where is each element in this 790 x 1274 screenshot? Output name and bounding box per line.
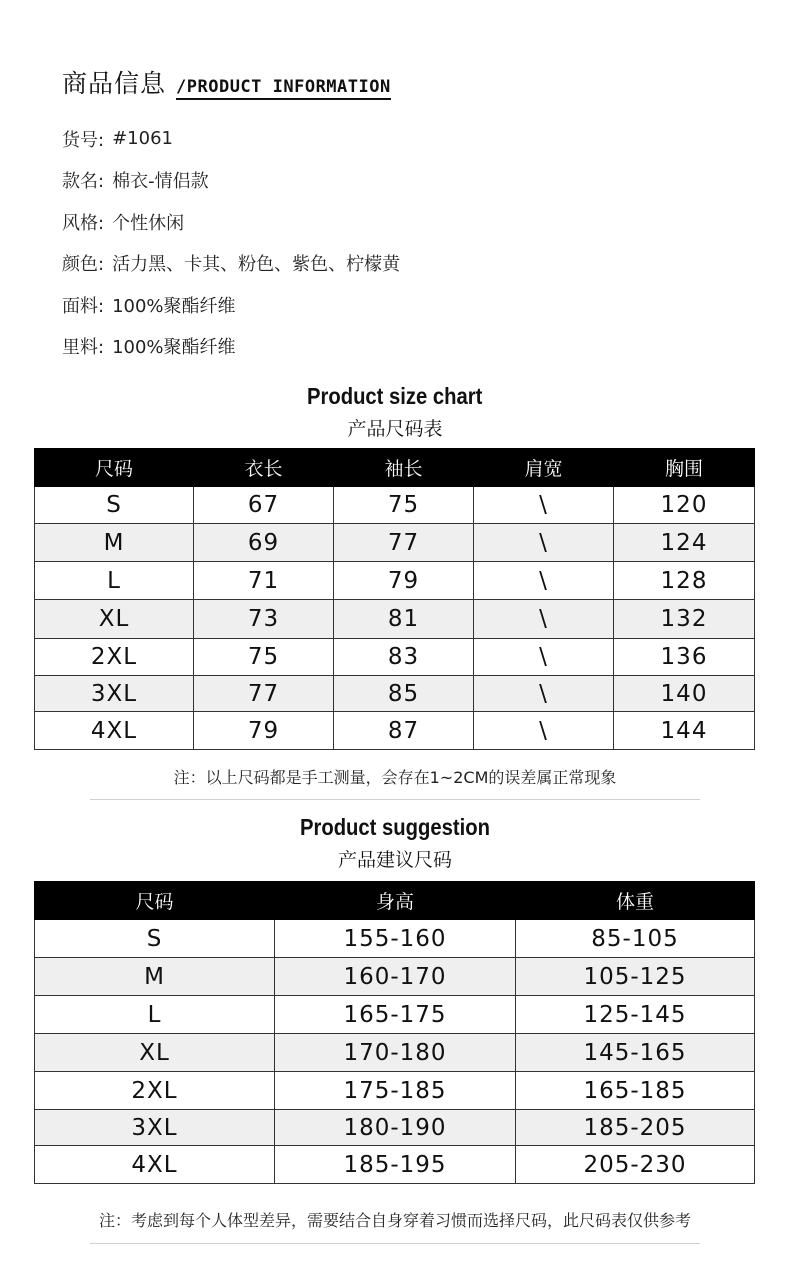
table-row xyxy=(35,639,755,676)
table-header-row xyxy=(35,449,755,487)
table-cell: 155-160 xyxy=(275,920,516,958)
table-cell: 185-205 xyxy=(516,1110,755,1146)
info-value: 个性休闲 xyxy=(112,212,185,234)
info-value: 棉衣-情侣款 xyxy=(112,171,209,193)
table-cell: 160-170 xyxy=(275,958,516,996)
table-row xyxy=(35,487,755,524)
table-cell: 125-145 xyxy=(516,996,755,1034)
table-cell: 79 xyxy=(334,562,474,600)
table-cell: 87 xyxy=(334,712,474,750)
table-cell: 77 xyxy=(194,676,334,712)
column-header: 体重 xyxy=(516,882,755,920)
table-cell: 2XL xyxy=(35,1072,275,1110)
table-cell: S xyxy=(35,920,275,958)
table-row xyxy=(35,676,755,712)
table-cell: 205-230 xyxy=(516,1146,755,1184)
table-cell: 128 xyxy=(614,562,755,600)
info-label: 颜色: xyxy=(62,254,105,276)
table-cell: 185-195 xyxy=(275,1146,516,1184)
table-cell: M xyxy=(35,958,275,996)
table-cell: 85-105 xyxy=(516,920,755,958)
table-cell: 144 xyxy=(614,712,755,750)
info-label: 里料: xyxy=(62,337,105,359)
product-info-title-en: /PRODUCT INFORMATION xyxy=(176,77,391,100)
info-value: #1061 xyxy=(112,128,173,150)
column-header: 衣长 xyxy=(194,449,334,487)
suggestion-note: 注：考虑到每个人体型差异，需要结合自身穿着习惯而选择尺码，此尺码表仅供参考 xyxy=(98,1211,691,1230)
table-cell: L xyxy=(35,562,194,600)
table-cell: 83 xyxy=(334,639,474,676)
table-cell: 3XL xyxy=(35,1110,275,1146)
table-cell: 140 xyxy=(614,676,755,712)
table-cell: 132 xyxy=(614,600,755,639)
product-info-title-zh: 商品信息 xyxy=(62,69,167,98)
table-cell: \ xyxy=(474,524,614,562)
info-label: 款名: xyxy=(62,171,105,193)
info-value: 100%聚酯纤维 xyxy=(112,337,236,359)
suggestion-title-zh: 产品建议尺码 xyxy=(337,849,452,871)
table-cell: 67 xyxy=(194,487,334,524)
table-cell: 180-190 xyxy=(275,1110,516,1146)
table-row xyxy=(35,1110,755,1146)
table-cell: \ xyxy=(474,600,614,639)
table-cell: 105-125 xyxy=(516,958,755,996)
info-row-lining xyxy=(62,326,400,368)
table-row xyxy=(35,920,755,958)
column-header: 尺码 xyxy=(35,882,275,920)
info-value: 100%聚酯纤维 xyxy=(112,295,236,317)
column-header: 胸围 xyxy=(614,449,755,487)
table-cell: 124 xyxy=(614,524,755,562)
table-cell: XL xyxy=(35,1034,275,1072)
table-row xyxy=(35,712,755,750)
table-cell: M xyxy=(35,524,194,562)
size-chart-heading xyxy=(0,383,790,441)
table-cell: 77 xyxy=(334,524,474,562)
table-row xyxy=(35,996,755,1034)
table-cell: 69 xyxy=(194,524,334,562)
info-row-item-no xyxy=(62,118,400,160)
info-value: 活力黑、卡其、粉色、紫色、柠檬黄 xyxy=(112,254,401,276)
table-cell: \ xyxy=(474,562,614,600)
table-cell: 2XL xyxy=(35,639,194,676)
table-cell: 79 xyxy=(194,712,334,750)
info-row-style xyxy=(62,201,400,243)
info-label: 面料: xyxy=(62,295,105,317)
info-row-colors xyxy=(62,243,400,285)
table-header-row xyxy=(35,882,755,920)
size-chart-note: 注：以上尺码都是手工测量，会存在1~2CM的误差属正常现象 xyxy=(173,768,617,787)
table-cell: 85 xyxy=(334,676,474,712)
table-cell: 120 xyxy=(614,487,755,524)
divider xyxy=(90,799,700,800)
table-cell: \ xyxy=(474,639,614,676)
table-cell: 4XL xyxy=(35,712,194,750)
product-info-list xyxy=(62,118,400,367)
table-row xyxy=(35,524,755,562)
suggestion-heading xyxy=(0,814,790,872)
table-cell: 3XL xyxy=(35,676,194,712)
table-cell: 165-175 xyxy=(275,996,516,1034)
table-row xyxy=(35,1034,755,1072)
table-row xyxy=(35,1146,755,1184)
divider xyxy=(90,1243,700,1244)
column-header: 尺码 xyxy=(35,449,194,487)
info-label: 风格: xyxy=(62,212,105,234)
table-cell: \ xyxy=(474,712,614,750)
size-chart-table xyxy=(34,448,755,750)
table-cell: 4XL xyxy=(35,1146,275,1184)
info-label: 货号: xyxy=(62,129,105,151)
table-cell: 175-185 xyxy=(275,1072,516,1110)
table-cell: \ xyxy=(474,676,614,712)
table-cell: 81 xyxy=(334,600,474,639)
table-row xyxy=(35,1072,755,1110)
table-row xyxy=(35,958,755,996)
table-cell: \ xyxy=(474,487,614,524)
column-header: 肩宽 xyxy=(474,449,614,487)
table-cell: 71 xyxy=(194,562,334,600)
table-cell: 170-180 xyxy=(275,1034,516,1072)
table-cell: 136 xyxy=(614,639,755,676)
table-cell: 145-165 xyxy=(516,1034,755,1072)
table-cell: L xyxy=(35,996,275,1034)
column-header: 袖长 xyxy=(334,449,474,487)
table-cell: 75 xyxy=(334,487,474,524)
table-row xyxy=(35,600,755,639)
table-row xyxy=(35,562,755,600)
suggestion-table xyxy=(34,881,755,1184)
product-info-heading xyxy=(62,64,391,100)
table-cell: S xyxy=(35,487,194,524)
table-cell: 73 xyxy=(194,600,334,639)
column-header: 身高 xyxy=(275,882,516,920)
info-row-style-name xyxy=(62,160,400,202)
table-cell: 165-185 xyxy=(516,1072,755,1110)
info-row-fabric xyxy=(62,284,400,326)
size-chart-title-zh: 产品尺码表 xyxy=(347,418,443,440)
table-cell: 75 xyxy=(194,639,334,676)
suggestion-title-en: Product suggestion xyxy=(299,814,491,840)
table-cell: XL xyxy=(35,600,194,639)
size-chart-title-en: Product size chart xyxy=(307,383,483,409)
